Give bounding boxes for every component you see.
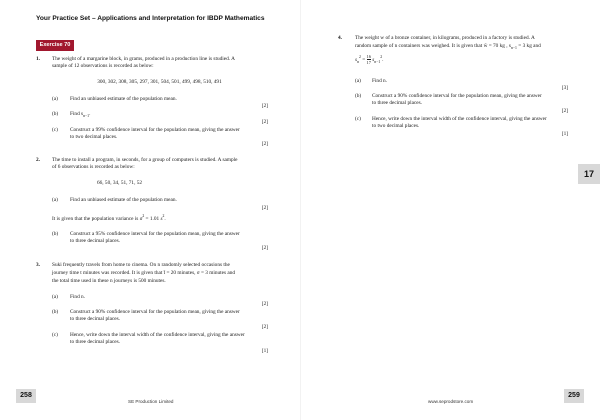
q4c-line2: to two decimal places. <box>372 123 420 129</box>
chapter-tab: 17 <box>578 164 600 184</box>
page-spine <box>300 0 301 420</box>
q1b-label: (b) <box>52 111 59 117</box>
q2-stem-line2: of 6 observations is recorded as below: <box>52 164 135 170</box>
q2a-marks: [2] <box>261 205 268 211</box>
q1b-text: Find $s_{n-1}$. <box>70 111 91 119</box>
q1-stem-line2: sample of 12 observations is recorded as below: <box>52 63 154 69</box>
q4b-line2: to three decimal places. <box>372 100 423 106</box>
q2a-label: (a) <box>52 197 58 203</box>
q1-number: 1. <box>36 56 40 62</box>
q4a-text: Find n. <box>372 78 388 84</box>
q2b-marks: [2] <box>261 245 268 251</box>
q4c-label: (c) <box>355 116 361 122</box>
q1c-line2: to two decimal places. <box>70 134 118 140</box>
q1c-label: (c) <box>52 127 58 133</box>
q3c-line1: Hence, write down the interval width of the confidence interval, giving the answer <box>70 332 245 338</box>
q3b-line2: to three decimal places. <box>70 316 121 322</box>
q1c-marks: [2] <box>261 141 268 147</box>
q2-data: 66, 50, 34, 51, 71, 52 <box>96 180 143 186</box>
q3-stem-line1: Suki frequently travels from home to cinema. On n randomly selected occasions the <box>52 262 230 268</box>
q1c-line1: Construct a 99% confidence interval for the population mean, giving the answer <box>70 127 240 133</box>
q2-number: 2. <box>36 157 40 163</box>
q4c-marks: [1] <box>561 131 568 137</box>
q3a-text: Find n. <box>70 294 86 300</box>
q3-stem-line3: the total time used in these n journeys is 500 minutes. <box>52 278 166 284</box>
q3-stem-line2: journey time t minutes was recorded. It is given that t̄ = 20 minutes, σ = 3 minutes and <box>52 270 236 276</box>
q3b-line1: Construct a 90% confidence interval for the population mean, giving the answer <box>70 309 240 315</box>
q3-number: 3. <box>36 262 40 268</box>
q1a-text: Find an unbiased estimate of the population mean. <box>70 96 177 102</box>
q2-given: It is given that the population variance is $\sigma^2 = 1.01$ $s^2$. <box>52 214 166 222</box>
q1-data: 300, 302, 308, 305, 297, 301, 504, 501, 499, 498, 510, 491 <box>97 79 222 85</box>
q3c-label: (c) <box>52 332 58 338</box>
q3a-marks: [2] <box>261 301 268 307</box>
q2a-text: Find an unbiased estimate of the population mean. <box>70 197 177 203</box>
q4-stem-formula: $s_n^2$ = $\frac{16}{17}$ $s_{n-1}^2$. <box>355 54 384 66</box>
q4a-marks: [3] <box>561 85 568 91</box>
q3c-marks: [1] <box>261 348 268 354</box>
footer-publisher: SE Production Limited <box>128 399 174 404</box>
q1-stem-line1: The weight of a margarine block, in grams, produced in a production line is studied. A <box>52 56 235 62</box>
q1a-label: (a) <box>52 96 58 102</box>
q4-number: 4. <box>338 35 342 41</box>
q3c-line2: to three decimal places. <box>70 339 121 345</box>
q4b-label: (b) <box>355 93 362 99</box>
q3b-label: (b) <box>52 309 59 315</box>
q4a-label: (a) <box>355 78 361 84</box>
q2-stem-line1: The time to install a program, in seconds, for a group of computers is studied. A sample <box>52 157 238 163</box>
left-page-number: 258 <box>16 389 36 403</box>
q4-stem-line2: random sample of n containers was weighed. It is given that w̄ = 70 kg , $s_{n-1} = 3$ kg and <box>355 43 541 51</box>
q4-stem-line1: The weight w of a bronze container, in kilograms, produced in a factory is studied. A <box>355 35 535 41</box>
q4b-marks: [2] <box>561 108 568 114</box>
q2b-label: (b) <box>52 231 59 237</box>
page-header-title: Your Practice Set – Applications and Interpretation for IBDP Mathematics <box>36 15 265 22</box>
q2b-line1: Construct a 95% confidence interval for the population mean, giving the answer <box>70 231 240 237</box>
q1a-marks: [2] <box>261 103 268 109</box>
footer-website: www.seprodstore.com <box>428 399 474 404</box>
right-page-number: 259 <box>564 389 584 403</box>
q1b-marks: [2] <box>261 119 268 125</box>
q2b-line2: to three decimal places. <box>70 238 121 244</box>
q3b-marks: [2] <box>261 324 268 330</box>
q4c-line1: Hence, write down the interval width of the confidence interval, giving the answer <box>372 116 547 122</box>
q3a-label: (a) <box>52 294 58 300</box>
exercise-badge: Exercise 70 <box>36 40 74 51</box>
q4b-line1: Construct a 90% confidence interval for the population mean, giving the answer <box>372 93 542 99</box>
